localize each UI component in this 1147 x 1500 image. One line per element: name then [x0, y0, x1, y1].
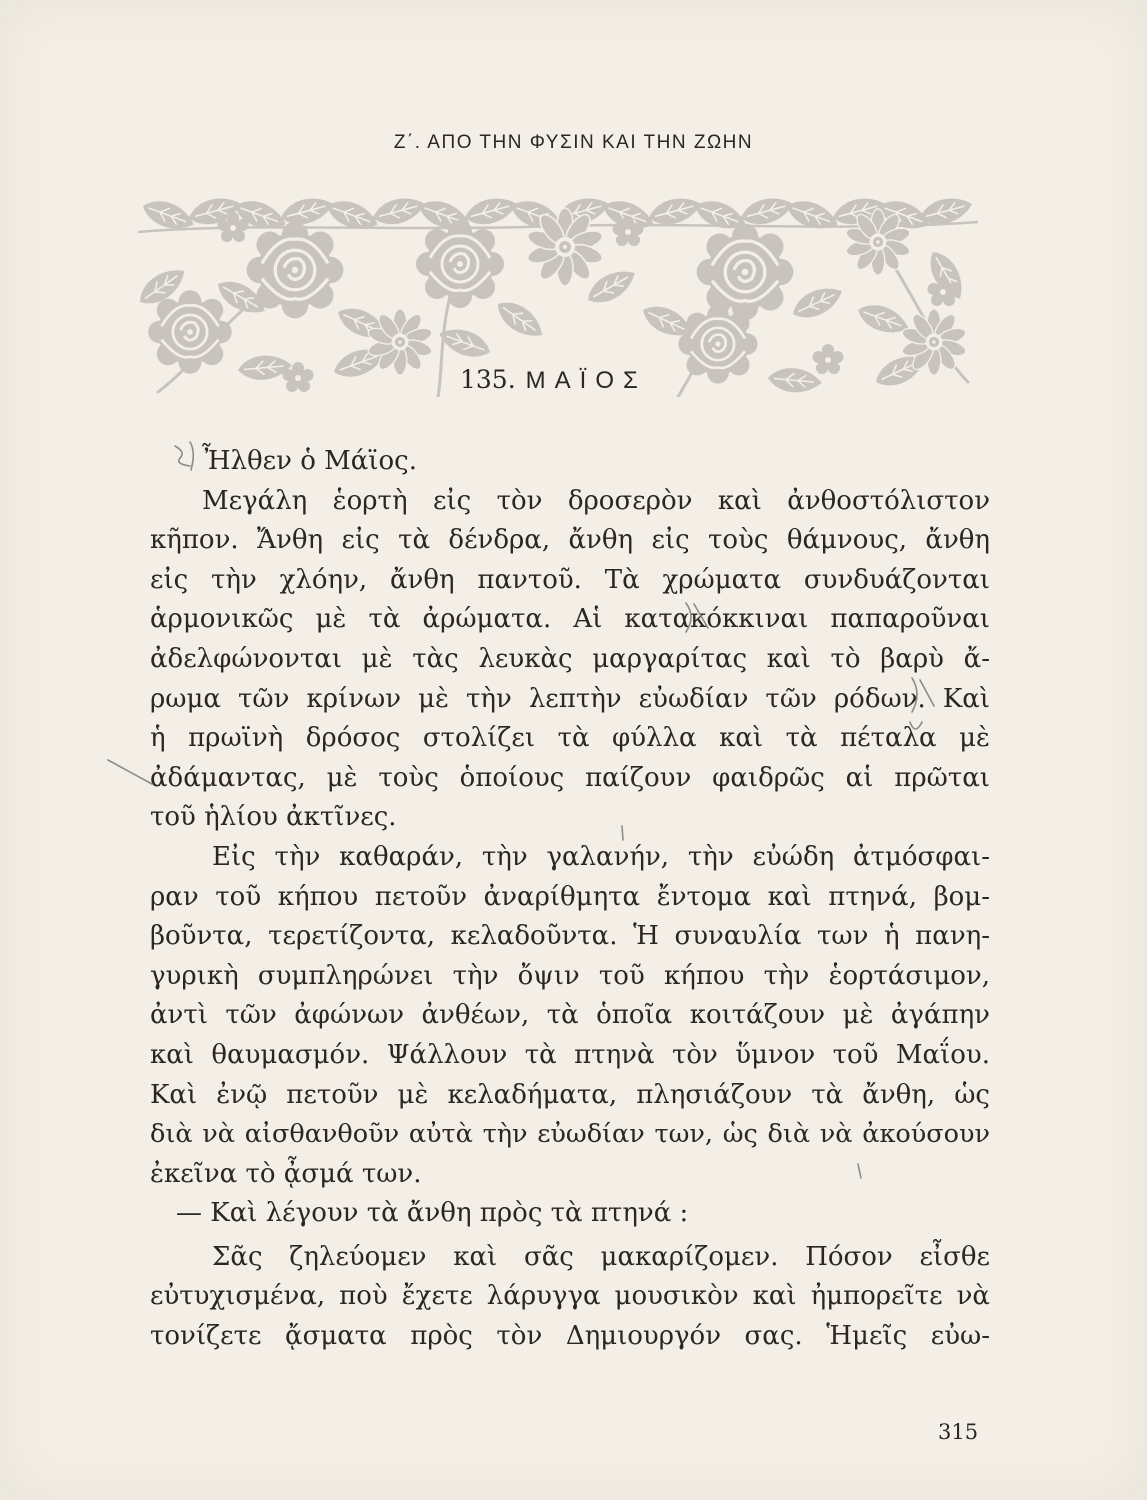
text-line: τοῦ ἡλίου ἀκτῖνες. [150, 802, 397, 833]
text-line: ἐκεῖνα τὸ ᾆσμά των. [150, 1158, 422, 1189]
text-line: Σᾶς ζηλεύομεν καὶ σᾶς μακαρίζομεν. Πόσον εἶσθε [212, 1241, 990, 1272]
text-line: ρωμα τῶν κρίνων μὲ τὴν λεπτὴν εὐωδίαν τῶν ρόδων. Καὶ [150, 683, 990, 714]
rose-ornament [148, 290, 232, 374]
leaf-ornament [783, 195, 842, 236]
section-heading [450, 358, 657, 406]
paragraph [150, 838, 990, 1194]
text-line: ἁρμονικῶς μὲ τὰ ἀρώματα. Αἱ κατακόκκιναι παπαροῦναι [150, 604, 990, 635]
text-line: κῆπον. Ἄνθη εἰς τὰ δένδρα, ἄνθη εἰς τοὺς θάμνους, ἄνθη [150, 525, 990, 556]
leaf-ornament [788, 280, 847, 325]
text-line: εἰς τὴν χλόην, ἄνθη παντοῦ. Τὰ χρώματα συνδυάζονται [150, 564, 990, 595]
section-title: ΜΑΪΟΣ [525, 367, 647, 394]
paragraph [150, 1238, 990, 1357]
leaf-ornament [462, 192, 520, 229]
text-line: Καὶ ἐνῷ πετοῦν μὲ κελαδήματα, πλησιάζουν τὰ ἄνθη, ὡς [150, 1079, 990, 1110]
leaf-ornament [370, 192, 428, 229]
leaf-ornament [582, 263, 641, 311]
leaf-ornament [323, 195, 382, 236]
pencil-mark [108, 760, 152, 784]
text-line: — Καὶ λέγουν τὰ ἄνθη πρὸς τὰ πτηνά : [176, 1198, 689, 1229]
text-line: εὐτυχισμένα, ποὺ ἔχετε λάρυγγα μουσικὸν καὶ ἠμπορεῖτε νὰ [150, 1281, 990, 1312]
page-number: 315 [938, 1420, 979, 1444]
text-line: ραν τοῦ κήπου πετοῦν ἀναρίθμητα ἔντομα καὶ πτηνά, βομ- [150, 881, 990, 912]
small-flower-ornament [813, 344, 844, 374]
text-line: ἀδάμαντας, μὲ τοὺς ὁποίους παίζουν φαιδρῶς αἱ πρῶται [150, 762, 990, 793]
rose-ornament [247, 222, 344, 319]
chapter-title: Ζ΄. ΑΠΟ ΤΗΝ ΦΥΣΙΝ ΚΑΙ ΤΗΝ ΖΩΗΝ [393, 132, 754, 153]
paragraph [150, 482, 990, 838]
paragraph [150, 1194, 990, 1234]
rose-ornament [416, 220, 504, 308]
text-line: βοῦντα, τερετίζοντα, κελαδοῦντα. Ἡ συναυλία των ἡ πανη- [150, 921, 990, 952]
text-line: Ἦλθεν ὁ Μάϊος. [202, 446, 417, 476]
text-line: Εἰς τὴν καθαράν, τὴν γαλανήν, τὴν εὐώδη ἀτμόσφαι- [212, 841, 990, 872]
text-line: διὰ νὰ αἰσθανθοῦν αὐτὰ τὴν εὐωδίαν των, ὡς διὰ νὰ ἀκούσουν [150, 1119, 990, 1150]
text-line: ἡ πρωϊνὴ δρόσος στολίζει τὰ φύλλα καὶ τὰ πέταλα μὲ [150, 723, 990, 754]
rose-ornament [697, 224, 794, 321]
section-number: 135. [460, 365, 516, 394]
text-line: Μεγάλη ἑορτὴ εἰς τὸν δροσερὸν καὶ ἀνθοστόλιστον [202, 485, 990, 516]
body-text [150, 442, 990, 1357]
leaf-ornament [278, 192, 336, 229]
leaf-ornament [491, 294, 549, 345]
text-line: ἀδελφώνονται μὲ τὰς λευκὰς μαργαρίτας καὶ τὸ βαρὺ ἄ- [150, 643, 990, 674]
text-line: τονίζετε ᾄσματα πρὸς τὸν Δημιουργόν σας. Ἡμεῖς εὐω- [150, 1321, 990, 1352]
rose-ornament [678, 304, 757, 383]
text-line: καὶ θαυμασμόν. Ψάλλουν τὰ πτηνὰ τὸν ὕμνον τοῦ Μαΐου. [150, 1039, 990, 1070]
text-line: γυρικὴ συμπληρώνει τὴν ὄψιν τοῦ κήπου τὴν ἑορτάσιμον, [150, 960, 990, 991]
paragraph [150, 442, 990, 482]
text-line: ἀντὶ τῶν ἀφώνων ἀνθέων, τὰ ὁποῖα κοιτάζουν μὲ ἀγάπην [150, 1000, 990, 1031]
leaf-ornament [767, 366, 823, 395]
